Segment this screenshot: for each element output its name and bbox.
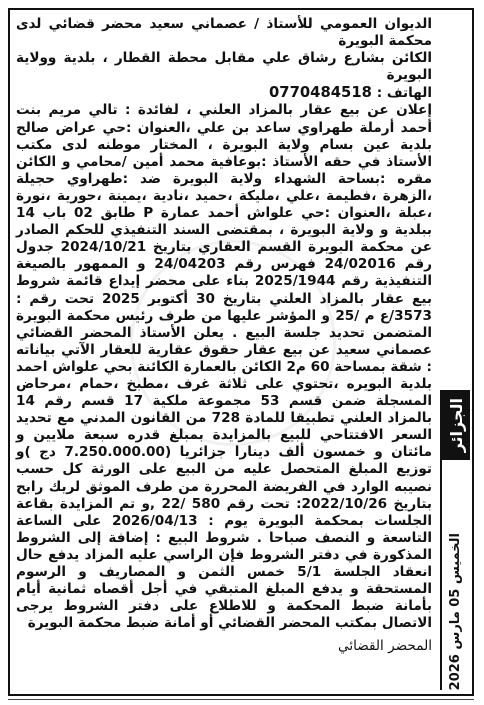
notice-header: الديوان العمومي للأستاذ / عصماني سعيد محضر قضائي لدى محكمة البويرة (16, 16, 432, 50)
signature: المحضر القضائي (337, 638, 432, 655)
newspaper-name: الجزائر (442, 390, 470, 460)
notice-address: الكائن بشارع رشاق علي مقابل محطة القطار ، بلدية وولاية البويرة (16, 50, 432, 84)
phone-number: 0770484518 (268, 84, 372, 102)
bottom-rule (8, 699, 474, 700)
notice-main-paragraph: إعلان عن بيع عقار بالمزاد العلني ، لفائدة : تالي مريم بنت أحمد أرملة طهراوي ساعد بن علي ،العنوان :حي عراض صالح بلدية عين بسام ولاية البويرة ، المختار موطنه لدى مكتب الأستاذ في حقه الأستاذ :بوعافية محمد أمين /محامي و الكائن مقره :بساحة الشهداء ولاية البويرة ضد :طهراوي حجيلة ،الزهرة ،فطيمة ،علي ،مليكة ،حميد ،نادية ،يمينة ،حورية ،نورة ،عبلة ،العنوان :حي علواش أحمد عمارة P طابق 02 باب 14 ببلدية و ولاية البويرة ، بمقتضى السند التنفيذي للحكم الصادر عن محكمة البويرة القسم العقاري بتاريخ 2024/10/21 جدول رقم 24/02016 فهرس رقم 24/04203 و الممهور بالصيغة التنفيذية رقم 2025/1944 بناء على محضر إيداع قائمة شروط بيع عقار بالمزاد العلني بتاريخ 30 أكتوبر 2025 تحت رقم : 3573/ع م /25 و المؤشر عليها من طرف رئيس محكمة البويرة المتضمن تحديد جلسة البيع . يعلن الأستاذ المحضر القضائي عصماني سعيد عن بيع عقار حقوق عقارية للعقار الآتي بياناته : شقة بمساحة 60 م2 الكائن بالعمارة الكائنة بحي علواش احمد بلدية البويره ،تحتوي على ثلاثة غرف ،مطبخ ،حمام ،مرحاض المسجلة ضمن قسم 53 مجموعة ملكية 17 قسم رقم 14 بالمزاد العلني تطبيقا للمادة 728 من القانون المدني مع تحديد السعر الافتتاحي للبيع بالمزايدة بمبلغ قدره سبعة ملايين و مائتان و خمسون ألف دينارا جزائريا (7.250.000.00 دج )و توزيع المبلغ المتحصل عليه من البيع على الورثة كل حسب نصيبه الوارد في الفريضة المحررة من طرف الموثق لريك رابح بتاريخ 2022/10/26: تحت رقم 580 /22 ,و تم المزايدة بقاعة الجلسات بمحكمة البويرة يوم : 2026/04/13 على الساعة التاسعة و النصف صباحا . شروط البيع : إضافة إلى الشروط المذكورة في دفتر الشروط فإن الراسي عليه المزاد يدفع حال انعقاد الجلسة 5/1 خمس الثمن و المصاريف و الرسوم المستحقة و يدفع المبلغ المتبقي في أجل أقصاه ثمانية أيام بأمانة ضبط المحكمة و للاطلاع على دفتر الشروط يرجى الاتصال بمكتب المحضر القضائي أو أمانة ضبط محكمة البويرة (16, 102, 433, 632)
notice-phone-line (16, 84, 432, 102)
notice-body (16, 16, 432, 686)
newspaper-sidebar (440, 390, 470, 690)
legal-notice (8, 8, 474, 696)
issue-date: الخميس 05 مارس 2026 (447, 532, 463, 690)
phone-label: الهاتف : (376, 85, 432, 102)
